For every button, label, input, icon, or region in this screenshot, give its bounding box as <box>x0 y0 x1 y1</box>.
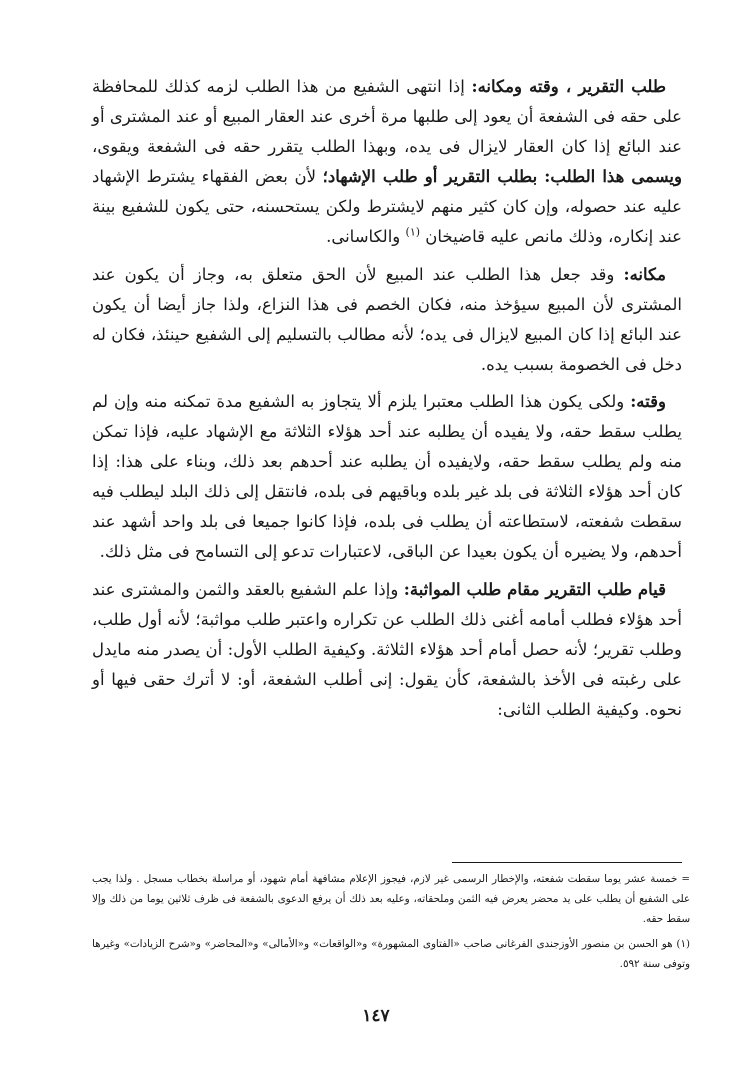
paragraph-text: والكاسانى. <box>326 227 401 247</box>
paragraph-lead: قيام طلب التقرير مقام طلب المواثبة: <box>403 579 667 599</box>
paragraph-text: إذا انتهى الشفيع من هذا الطلب لزمه كذلك للمحافظة على حقه فى الشفعة أن يعود إلى طلبها مرة أخرى عند العقار المبيع أو عند المشترى أو عند البائع إذا كان العقار لايزال فى يده، وبهذا الطلب يتقرر حقه فى الشفعة ويقوى، <box>92 77 682 157</box>
paragraph-text: لأن بعض الفقهاء يشترط الإشهاد عليه عند حصوله، وإن كان كثير منهم لايشترط ولكن يستحسنه، حتى يكون للشفيع بينة عند إنكاره، وذلك مانص عليه قاضيخان <box>92 167 682 247</box>
paragraph-lead: وقته: <box>630 391 666 411</box>
paragraph-taqrir <box>92 72 682 253</box>
paragraph-qiyam <box>92 575 682 725</box>
paragraph-makan <box>92 260 682 380</box>
paragraph-text: ولكى يكون هذا الطلب معتبرا يلزم ألا يتجاوز به الشفيع مدة تمكنه منه وإن لم يطلب سقط حقه، ولا يفيده أن يطلبه عند أحد هؤلاء الثلاثة مع الإشهاد عليه، فإذا تمكن منه ولم يطلب سقط حقه، ولايفيده أن يطلبه عند أحدهم بعد ذلك، وبناء على هذا: إذا كان أحد هؤلاء الثلاثة فى بلد غير بلده وباقيهم فى بلده، فانتقل إلى ذلك البلد ليطلب فيه سقطت شفعته، لاستطاعته أن يطلب فى بلده، فإذا كانوا جميعا فى بلد واحد أشهد عند أحدهم، ولا يضيره أن يكون بعيدا عن الباقى، لاعتبارات تدعو إلى التسامح فى مثل ذلك. <box>92 391 682 562</box>
page-number: ١٤٧ <box>362 1006 390 1026</box>
footnote-1: (١) هو الحسن بن منصور الأوزجندى الفرغانى صاحب «الفتاوى المشهورة» و«الواقعات» و«الأمالى» و«المحاضر» و«شرح الزيادات» وغيرها وتوفى سنة ٥٩٢. <box>92 938 690 970</box>
footnote-divider <box>452 862 682 863</box>
paragraph-text: وقد جعل هذا الطلب عند المبيع لأن الحق متعلق به، وجاز أن يكون عند المشترى لأن المبيع سيؤخذ منه، فكان الخصم فى هذا النزاع، ولذا جاز أيضا أن يكون عند البائع إذا كان المبيع لايزال فى يده؛ لأنه مطالب بالتسليم إلى الشفيع حينئذ، فكان له دخل فى الخصومة بسبب يده. <box>92 264 682 374</box>
paragraph-waqt <box>92 387 682 568</box>
paragraph-lead: طلب التقرير ، وقته ومكانه: <box>471 77 666 96</box>
footnote-continuation: = خمسة عشر يوما سقطت شفعته، والإخطار الرسمى غير لازم، فيجوز الإعلام مشافهة أمام شهود، أو مراسلة بخطاب مسجل . ولذا يجب على الشفيع أن يطلب على يد محضر يعرض فيه الثمن وملحقاته، وعليه بعد ذلك أن يرفع الدعوى بالشفعة فى ظرف ثلاثين يوما من ذلك وإلا سقط حقه. <box>92 873 690 925</box>
paragraph-lead: ويسمى هذا الطلب: بطلب التقرير أو طلب الإشهاد؛ <box>322 167 682 187</box>
footnote-reference: (١) <box>405 225 421 239</box>
footnotes <box>92 869 690 974</box>
paragraph-lead: مكانه: <box>623 264 667 284</box>
paragraph-text: وإذا علم الشفيع بالعقد والثمن والمشترى عند أحد هؤلاء فطلب أمامه أغنى ذلك الطلب عن تكراره واعتبر طلب مواثبة؛ لأنه أول طلب، وطلب تقرير؛ لأنه حصل أمام أحد هؤلاء الثلاثة. وكيفية الطلب الأول: أن يصدر منه مايدل على رغبته فى الأخذ بالشفعة، كأن يقول: إنى أطلب الشفعة، أو: لا أترك حقى فيها أو نحوه. وكيفية الطلب الثانى: <box>92 579 682 719</box>
main-text <box>92 72 682 725</box>
